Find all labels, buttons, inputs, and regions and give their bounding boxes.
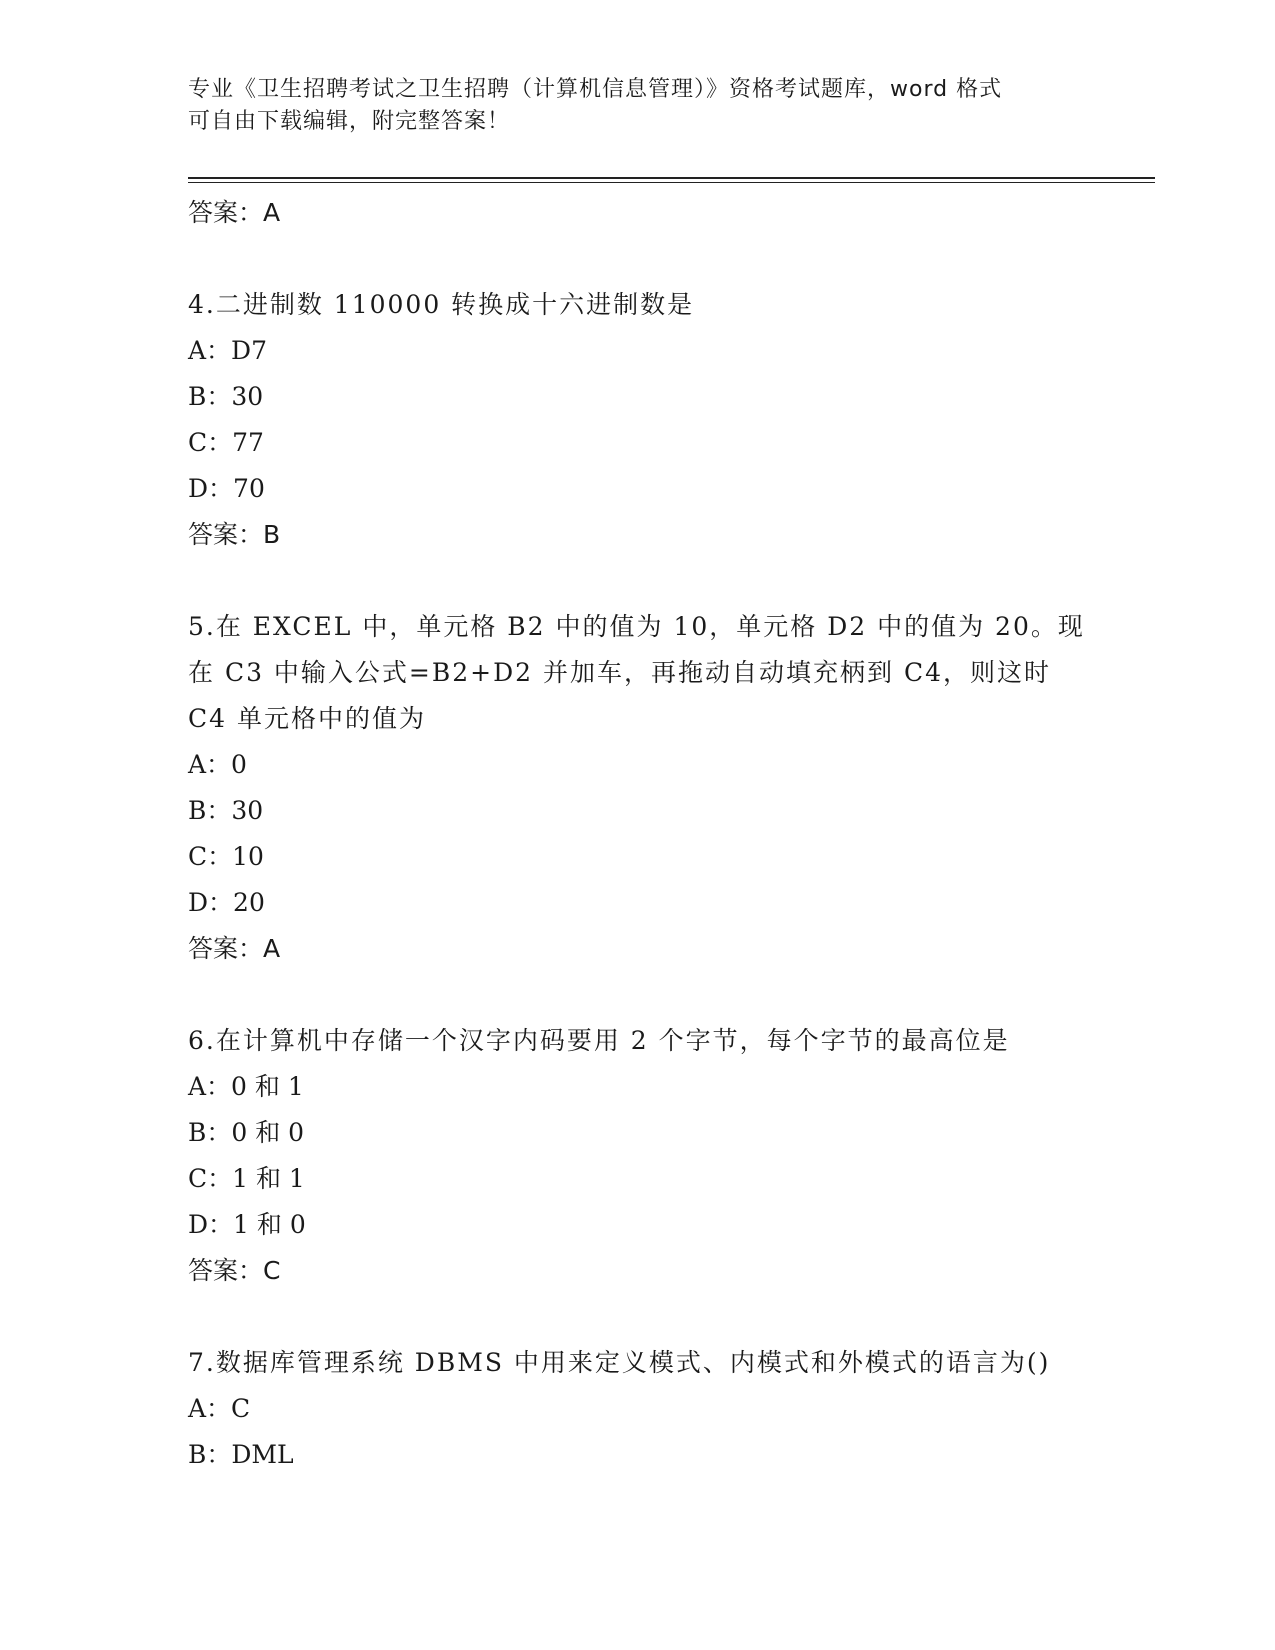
- question-stem: 6.在计算机中存储一个汉字内码要用 2 个字节，每个字节的最高位是: [188, 1026, 1010, 1055]
- question-stem: 5.在 EXCEL 中，单元格 B2 中的值为 10，单元格 D2 中的值为 20。现在 C3 中输入公式=B2+D2 并加车，再拖动自动填充柄到 C4，则这时 C4 单元格中的值为: [188, 612, 1085, 733]
- question-6: [188, 1018, 1088, 1294]
- answer-label: 答案：A: [188, 934, 281, 963]
- answer-label: 答案：C: [188, 1256, 281, 1285]
- question-5: [188, 604, 1088, 972]
- header-line-1: 专业《卫生招聘考试之卫生招聘（计算机信息管理）》资格考试题库，word 格式: [188, 77, 1003, 102]
- answer-label: 答案：B: [188, 520, 281, 549]
- option-a: A：C: [188, 1394, 251, 1423]
- option-b: B：0 和 0: [188, 1118, 305, 1147]
- question-list: [188, 190, 1088, 1478]
- option-d: D：20: [188, 888, 265, 917]
- option-c: C：1 和 1: [188, 1164, 305, 1193]
- question-stem: 4.二进制数 110000 转换成十六进制数是: [188, 290, 695, 319]
- document-header: [188, 74, 1068, 138]
- option-b: B：30: [188, 382, 264, 411]
- option-b: B：30: [188, 796, 264, 825]
- option-d: D：1 和 0: [188, 1210, 306, 1239]
- answer-label: 答案：A: [188, 198, 281, 227]
- option-a: A：0: [188, 750, 247, 779]
- option-c: C：77: [188, 428, 264, 457]
- question-stem: 7.数据库管理系统 DBMS 中用来定义模式、内模式和外模式的语言为(): [188, 1348, 1051, 1377]
- header-line-2: 可自由下载编辑，附完整答案！: [188, 109, 511, 134]
- option-c: C：10: [188, 842, 264, 871]
- question-7: [188, 1340, 1088, 1478]
- question-4: [188, 282, 1088, 558]
- option-b: B：DML: [188, 1440, 294, 1469]
- option-a: A：0 和 1: [188, 1072, 304, 1101]
- option-d: D：70: [188, 474, 265, 503]
- header-rule-thin: [188, 182, 1155, 183]
- header-rule-thick: [188, 177, 1155, 179]
- option-a: A：D7: [188, 336, 268, 365]
